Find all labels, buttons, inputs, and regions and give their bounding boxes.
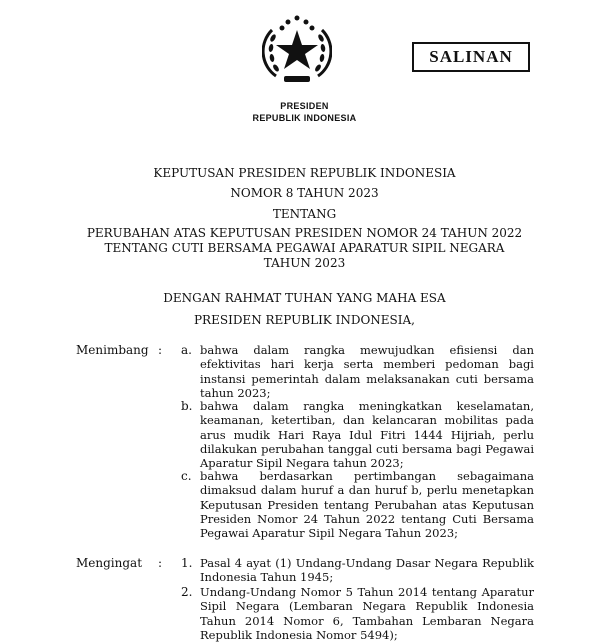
list-item-marker: c. — [181, 469, 192, 483]
list-item-marker: a. — [181, 343, 192, 357]
menimbang-label: Menimbang — [76, 343, 149, 357]
list-item: bahwa dalam rangka mewujudkan efisiensi dan efektivitas hari kerja serta memberi pedoman bagi instansi pemerintah dalam melaksanakan cuti bersama tahun 2023; — [200, 343, 534, 400]
decree-number: NOMOR 8 TAHUN 2023 — [230, 186, 379, 200]
list-item: bahwa dalam rangka meningkatkan keselamatan, keamanan, ketertiban, dan kelancaran mobilitas pada arus mudik Hari Raya Idul Fitri 1444 Hijriah, perlu dilakukan perubahan tanggal cuti bersama bagi Pegawai Aparatur Sipil Negara tahun 2023; — [200, 399, 534, 471]
list-item: bahwa berdasarkan pertimbangan sebagaimana dimaksud dalam huruf a dan huruf b, perlu menetapkan Keputusan Presiden tentang Perubahan atas Keputusan Presiden Nomor 24 Tahun 2022 tentang Cuti Bersama Pegawai Aparatur Sipil Negara Tahun 2023; — [200, 469, 534, 541]
decree-title: KEPUTUSAN PRESIDEN REPUBLIK INDONESIA — [153, 166, 456, 180]
blessing-line: DENGAN RAHMAT TUHAN YANG MAHA ESA — [163, 291, 446, 305]
list-item-marker: b. — [181, 399, 193, 413]
decree-subject-line: PERUBAHAN ATAS KEPUTUSAN PRESIDEN NOMOR 24 TAHUN 2022 — [86, 226, 523, 240]
list-item-marker: 2. — [181, 585, 193, 599]
decree-subject-line: TENTANG CUTI BERSAMA PEGAWAI APARATUR SIPIL NEGARA — [104, 241, 505, 255]
list-item-marker: 1. — [181, 556, 193, 570]
menimbang-colon: : — [158, 343, 163, 357]
issuer-line: PRESIDEN REPUBLIK INDONESIA, — [193, 313, 415, 327]
institution-subtitle: REPUBLIK INDONESIA — [252, 113, 357, 123]
decree-subject-line: TAHUN 2023 — [263, 256, 346, 270]
institution-title: PRESIDEN — [280, 101, 329, 111]
decree-subject — [0, 226, 609, 271]
garuda-emblem-icon — [262, 8, 332, 88]
list-item: Pasal 4 ayat (1) Undang-Undang Dasar Negara Republik Indonesia Tahun 1945; — [200, 556, 534, 585]
mengingat-label: Mengingat — [76, 556, 143, 570]
decree-about-label: TENTANG — [272, 207, 337, 221]
list-item: Undang-Undang Nomor 5 Tahun 2014 tentang Aparatur Sipil Negara (Lembaran Negara Republik Indonesia Tahun 2014 Nomor 6, Tambahan Lembaran Negara Republik Indonesia Nomor 5494); — [200, 585, 534, 642]
salinan-stamp: SALINAN — [412, 42, 530, 72]
mengingat-colon: : — [158, 556, 163, 570]
